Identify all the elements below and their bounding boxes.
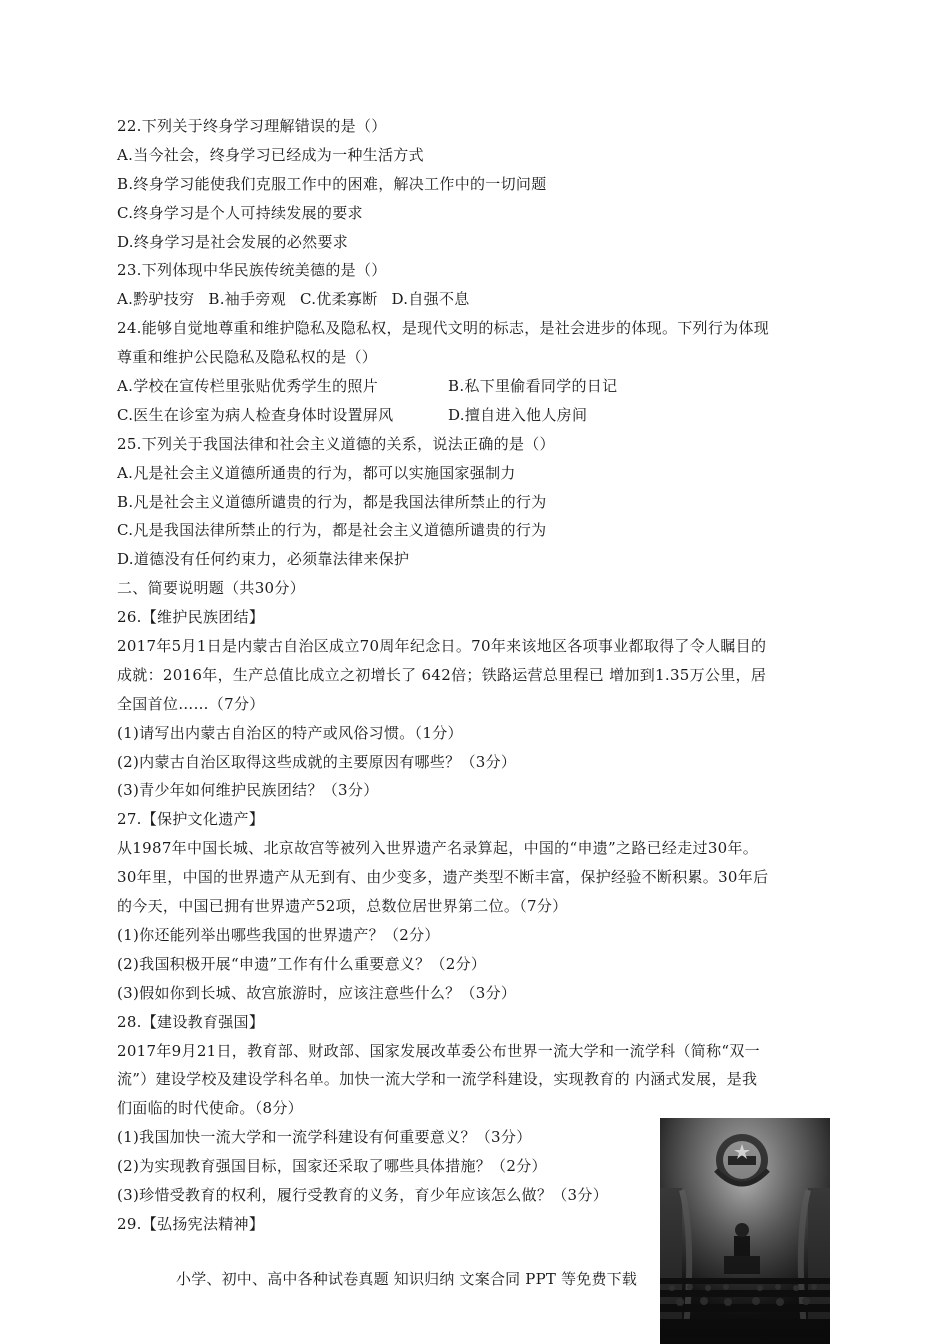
national-emblem-hall-photo — [660, 1118, 830, 1344]
question-24-option-a: A.学校在宣传栏里张贴优秀学生的照片 — [117, 377, 379, 396]
question-24-option-d: D.擅自进入他人房间 — [448, 405, 588, 424]
question-28-sub-3: (3)珍惜受教育的权利，履行受教育的义务，育少年应该怎么做？（3分） — [117, 1185, 608, 1204]
question-26-material-line-1: 2017年5月1日是内蒙古自治区成立70周年纪念日。70年来该地区各项事业都取得了令人瞩目的 — [117, 637, 767, 656]
question-23-option-d: D.自强不息 — [391, 290, 470, 309]
question-24-option-c: C.医生在诊室为病人检查身体时设置屏风 — [117, 405, 394, 424]
question-26-material-line-2: 成就：2016年，生产总值比成立之初增长了 642倍；铁路运营总里程已 增加到1.35万公里，居 — [117, 665, 767, 684]
section-2-heading: 二、简要说明题（共30分） — [117, 579, 305, 598]
question-24-options-row-1 — [117, 372, 837, 401]
question-28-material-line-2: 流”）建设学校及建设学科名单。加快一流大学和一流学科建设，实现教育的 内涵式发展，是我 — [117, 1070, 758, 1089]
question-27-material-line-2: 30年里，中国的世界遗产从无到有、由少变多，遗产类型不断丰富，保护经验不断积累。30年后 — [117, 868, 769, 887]
question-27-material-line-3: 的今天，中国已拥有世界遗产52项，总数位居世界第二位。（7分） — [117, 897, 568, 916]
question-27-sub-2: (2)我国积极开展“申遗”工作有什么重要意义？（2分） — [117, 954, 487, 973]
question-23-option-b: B.袖手旁观 — [208, 290, 286, 309]
question-28-material-line-1: 2017年9月21日，教育部、财政部、国家发展改革委公布世界一流大学和一流学科（简称“双一 — [117, 1041, 760, 1060]
question-22-stem: 22.下列关于终身学习理解错误的是（） — [117, 117, 387, 135]
question-25-stem: 25.下列关于我国法律和社会主义道德的关系，说法正确的是（） — [117, 434, 555, 453]
question-24-options-row-2 — [117, 401, 837, 430]
question-29-title: 29.【弘扬宪法精神】 — [117, 1214, 265, 1233]
question-26-sub-3: (3)青少年如何维护民族团结？（3分） — [117, 781, 379, 800]
question-24-stem-line-2: 尊重和维护公民隐私及隐私权的是（） — [117, 348, 378, 367]
question-28-sub-2: (2)为实现教育强国目标，国家还采取了哪些具体措施？（2分） — [117, 1157, 547, 1176]
question-23-option-a: A.黔驴技穷 — [117, 290, 195, 309]
question-25-option-a: A.凡是社会主义道德所通贵的行为，都可以实施国家强制力 — [117, 463, 516, 482]
question-27-sub-1: (1)你还能列举出哪些我国的世界遗产？（2分） — [117, 925, 440, 944]
question-23-option-c: C.优柔寡断 — [300, 290, 378, 309]
question-28-sub-1: (1)我国加快一流大学和一流学科建设有何重要意义？（3分） — [117, 1128, 532, 1147]
question-24-option-b: B.私下里偷看同学的日记 — [448, 377, 618, 396]
question-22-option-c: C.终身学习是个人可持续发展的要求 — [117, 203, 363, 222]
question-23-options — [117, 285, 837, 314]
question-26-material-line-3: 全国首位……（7分） — [117, 694, 265, 713]
question-27-material-line-1: 从1987年中国长城、北京故宫等被列入世界遗产名录算起，中国的“申遗”之路已经走过30年。 — [117, 839, 759, 858]
question-25-option-b: B.凡是社会主义道德所谴贵的行为，都是我国法律所禁止的行为 — [117, 492, 547, 511]
question-26-title: 26.【维护民族团结】 — [117, 608, 265, 627]
question-28-material-line-3: 们面临的时代使命。（8分） — [117, 1099, 303, 1118]
photo-graphic — [660, 1118, 830, 1344]
footer-download-note: 小学、初中、高中各种试卷真题 知识归纳 文案合同 PPT 等免费下载 — [176, 1270, 638, 1288]
question-22-option-a: A.当今社会，终身学习已经成为一种生活方式 — [117, 145, 424, 164]
question-25-option-c: C.凡是我国法律所禁止的行为，都是社会主义道德所谴贵的行为 — [117, 521, 547, 540]
question-23-stem: 23.下列体现中华民族传统美德的是（） — [117, 261, 387, 280]
question-27-title: 27.【保护文化遗产】 — [117, 810, 265, 829]
question-22-option-b: B.终身学习能使我们克服工作中的困难，解决工作中的一切问题 — [117, 174, 547, 193]
question-25-option-d: D.道德没有任何约束力，必须靠法律来保护 — [117, 550, 410, 569]
question-24-stem-line-1: 24.能够自觉地尊重和维护隐私及隐私权，是现代文明的标志，是社会进步的体现。下列行为体现 — [117, 319, 770, 338]
question-26-sub-2: (2)内蒙古自治区取得这些成就的主要原因有哪些？（3分） — [117, 752, 517, 771]
question-22-option-d: D.终身学习是社会发展的必然要求 — [117, 232, 349, 251]
exam-content — [117, 112, 837, 1239]
question-27-sub-3: (3)假如你到长城、故宫旅游时，应该注意些什么？（3分） — [117, 983, 517, 1002]
question-28-title: 28.【建设教育强国】 — [117, 1012, 265, 1031]
question-26-sub-1: (1)请写出内蒙古自治区的特产或风俗习惯。（1分） — [117, 723, 463, 742]
